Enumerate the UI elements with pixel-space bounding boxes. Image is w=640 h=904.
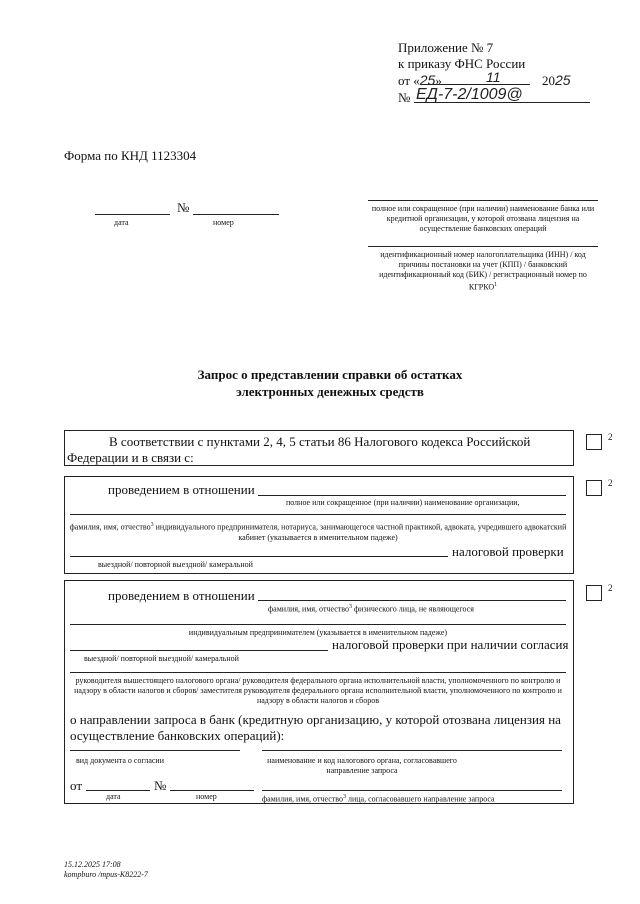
org-name-field-2[interactable] (70, 514, 566, 515)
consent-doc-caption: вид документа о согласии (76, 756, 164, 765)
person-caption: фамилия, имя, отчество$^3$ индивидуального предпринимателя, нотариуса, занимающегося частной практикой, адвоката, учредившего адвокатский кабинет (указывается в именительном падеже) (69, 522, 567, 542)
from-label: от (70, 778, 83, 793)
not-ip-caption: индивидуальным предпринимателем (указывается в именительном падеже) (188, 628, 448, 637)
appendix-order: к приказу ФНС России (398, 56, 526, 71)
bank-name-caption: полное или сокращенное (при наличии) наименование банка или кредитной организации, у которой отозвана лицензия на осуществление банковских операций (371, 204, 595, 233)
consent-date-caption: дата (106, 792, 121, 801)
date-caption: дата (114, 218, 129, 227)
ind-lead-text: проведением в отношении (108, 588, 255, 603)
head-caption: руководителя вышестоящего налогового органа/ руководителя федерального органа исполнительной власти, уполномоченного по контролю и надзору в области налогов и сборов/ заместителя руководителя федерального органа исполнительной власти, уполномоченного по контролю и надзору в области налогов и сборов (74, 676, 562, 705)
head-field[interactable] (70, 672, 566, 673)
consent-date-field[interactable] (86, 790, 150, 791)
reason-block-intro (64, 430, 574, 466)
ind-tax-check-label: налоговой проверки при наличии согласия (332, 637, 569, 652)
date-month-underline (470, 84, 530, 85)
ind-fio-field[interactable] (258, 600, 566, 601)
form-code: Форма по КНД 1123304 (64, 148, 197, 163)
footer-file: kompburo /mpus-K8222-7 (64, 870, 148, 879)
appendix-title: Приложение № 7 (398, 40, 494, 55)
org-name-field[interactable] (258, 495, 566, 496)
consent-number-sign: № (154, 778, 167, 793)
intro-line2: Федерации и в связи с: (67, 450, 194, 465)
appendix-block (398, 40, 598, 108)
consent-number-field[interactable] (170, 790, 254, 791)
appendix-date-year: 2025 (542, 72, 571, 88)
number-caption: номер (213, 218, 234, 227)
appendix-number: № ЕД-7-2/1009@ (398, 86, 523, 105)
direction-line1: о направлении запроса в банк (кредитную организацию, у которой отозвана лицензия на (70, 712, 561, 727)
number-field[interactable] (193, 214, 279, 215)
ind-check-type-field[interactable] (70, 650, 328, 651)
appendix-date: от «25» 11 2025 (398, 69, 571, 88)
authority-caption: наименование и код налогового органа, согласовавшего направление запроса (267, 756, 457, 775)
org-lead-text: проведением в отношении (108, 482, 255, 497)
organization-checkbox[interactable] (586, 480, 602, 496)
ind-fio-caption: фамилия, имя, отчество$^3$ физического лица, не являющегося (268, 604, 474, 614)
number-underline (414, 102, 590, 103)
organization-checkbox-note: 2 (608, 478, 613, 488)
bank-ids-field[interactable] (368, 246, 598, 247)
agreed-fio-caption: фамилия, имя, отчество$^3$ лица, согласовавшего направление запроса (262, 794, 495, 804)
consent-doc-field[interactable] (70, 750, 240, 751)
check-type-field[interactable] (70, 556, 448, 557)
tax-check-label: налоговой проверки (452, 544, 564, 559)
consent-number-caption: номер (196, 792, 217, 801)
check-type-caption: выездной/ повторной выездной/ камеральной (98, 560, 253, 569)
bank-ids-caption: идентификационный номер налогоплательщика (ИНН) / код причины постановки на учет (КПП) / банковский идентификационный код (БИК) / регистрационный номер по КГРКО$^1$ (379, 250, 587, 292)
footer-timestamp: 15.12.2025 17:08 (64, 860, 121, 869)
org-name-caption: полное или сокращенное (при наличии) наименование организации, (286, 498, 520, 507)
agreed-fio-field[interactable] (262, 790, 562, 791)
intro-checkbox-note: 2 (608, 432, 613, 442)
page-title: Запрос о представлении справки об остатках электронных денежных средств (197, 367, 463, 399)
date-field[interactable] (95, 214, 170, 215)
ind-check-type-caption: выездной/ повторной выездной/ камеральной (84, 654, 239, 663)
footer-info (64, 860, 148, 880)
bank-name-field[interactable] (368, 200, 598, 201)
number-sign: № (177, 200, 190, 215)
individual-checkbox[interactable] (586, 585, 602, 601)
intro-checkbox[interactable] (586, 434, 602, 450)
ind-fio-field-2[interactable] (70, 624, 566, 625)
intro-line1: В соответствии с пунктами 2, 4, 5 статьи 86 Налогового кодекса Российской (109, 434, 531, 449)
appendix-date-day: 25 (419, 72, 436, 88)
appendix-date-month: 11 (486, 69, 501, 85)
authority-field[interactable] (262, 750, 562, 751)
appendix-number-value: ЕД-7-2/1009@ (416, 86, 523, 103)
direction-line2: осуществление банковских операций): (70, 728, 285, 743)
individual-checkbox-note: 2 (608, 583, 613, 593)
